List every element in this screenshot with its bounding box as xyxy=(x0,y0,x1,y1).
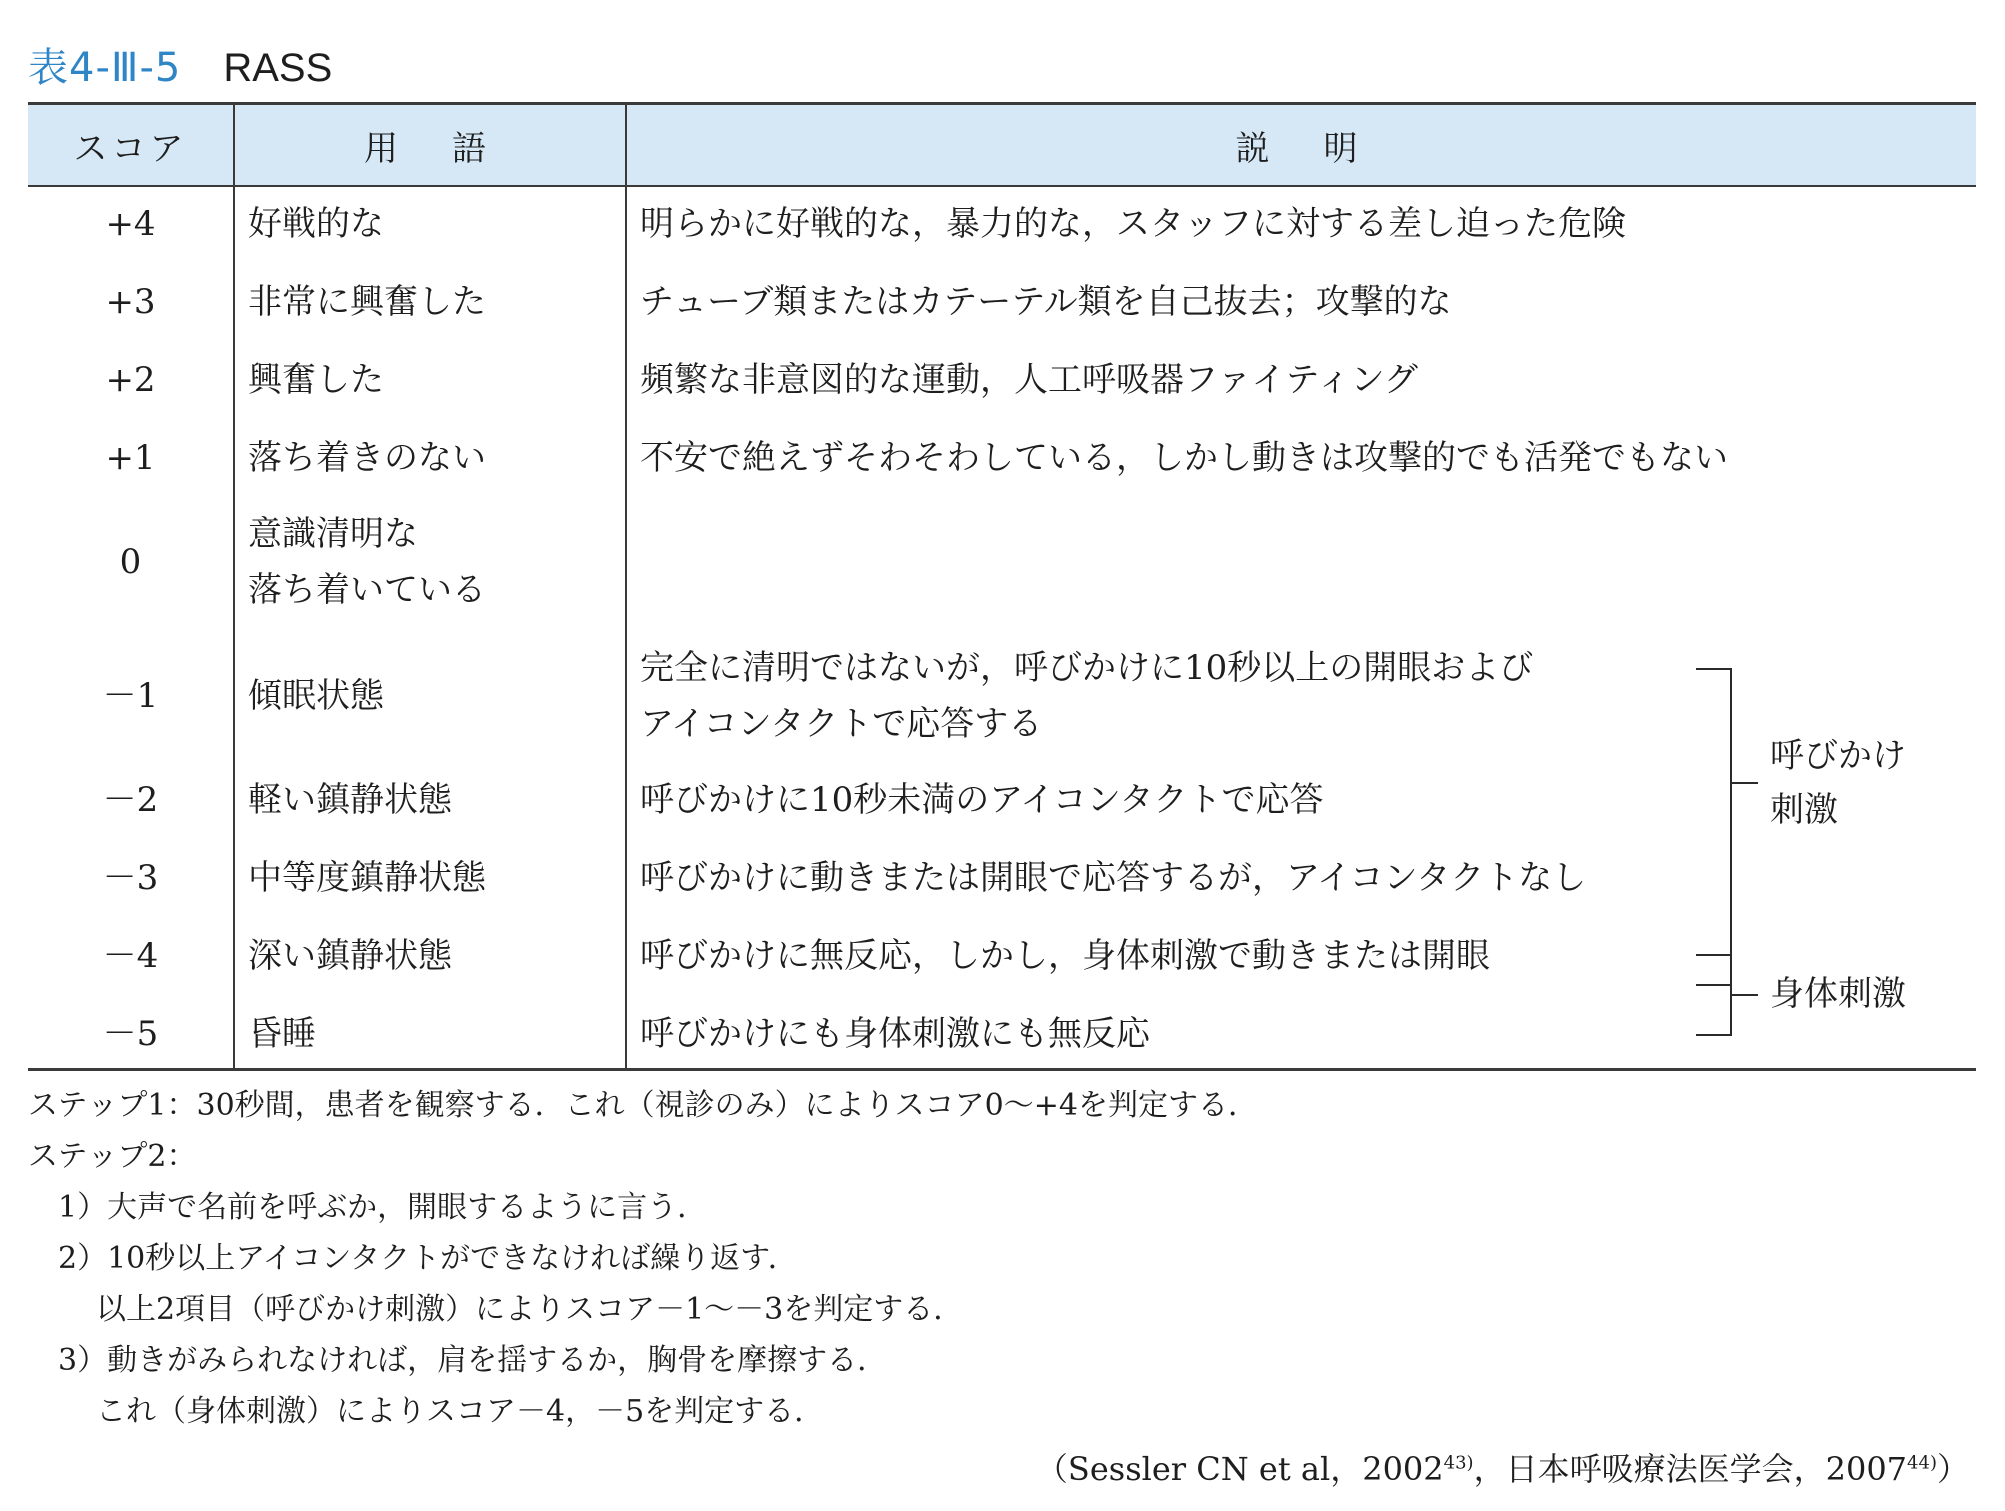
score-cell: +3 xyxy=(105,282,156,322)
note-item-1: 1）大声で名前を呼ぶか，開眼するように言う． xyxy=(58,1190,708,1225)
note-step1: ステップ1：30秒間，患者を観察する．これ（視診のみ）によりスコア0～+4を判定する． xyxy=(28,1088,1258,1123)
term-cell: 中等度鎮静状態 xyxy=(248,858,486,898)
description-cell-line1: 完全に清明ではないが，呼びかけに10秒以上の開眼および xyxy=(640,648,1534,688)
description-cell: 呼びかけにも身体刺激にも無反応 xyxy=(640,1014,1150,1054)
score-cell: +4 xyxy=(105,204,156,244)
term-cell: 落ち着きのない xyxy=(248,438,486,478)
citation-part2: ，日本呼吸療法医学会，2007 xyxy=(1473,1450,1908,1488)
header-term: 用 語 xyxy=(364,128,496,169)
call-stimulus-label-line2: 刺激 xyxy=(1770,790,1838,830)
header-description: 説 明 xyxy=(1235,128,1368,169)
citation-ref-43: 43) xyxy=(1443,1452,1474,1474)
score-cell: －1 xyxy=(102,676,159,716)
header-score: スコア xyxy=(73,128,188,169)
column-divider-score xyxy=(233,105,235,1068)
column-divider-term xyxy=(625,105,627,1068)
physical-stimulus-label: 身体刺激 xyxy=(1770,974,1906,1014)
description-cell-line2: アイコンタクトで応答する xyxy=(640,704,1043,744)
term-cell: 好戦的な xyxy=(248,204,384,244)
term-cell-line2: 落ち着いている xyxy=(248,570,486,610)
note-item-3: 3）動きがみられなければ，肩を揺するか，胸骨を摩擦する． xyxy=(58,1343,888,1378)
table-title xyxy=(28,36,332,96)
note-item-3-detail: これ（身体刺激）によりスコア－4，－5を判定する． xyxy=(96,1394,825,1429)
term-cell: 興奮した xyxy=(248,360,384,400)
term-cell: 深い鎮静状態 xyxy=(248,936,452,976)
note-step2: ステップ2： xyxy=(28,1139,197,1174)
score-cell: －2 xyxy=(102,780,159,820)
citation-part1: （Sessler CN et al，2002 xyxy=(1035,1450,1444,1488)
description-cell: 明らかに好戦的な，暴力的な，スタッフに対する差し迫った危険 xyxy=(640,204,1626,244)
description-cell: チューブ類またはカテーテル類を自己抜去；攻撃的な xyxy=(640,282,1452,322)
description-cell: 呼びかけに無反応，しかし，身体刺激で動きまたは開眼 xyxy=(640,936,1490,976)
term-cell: 昏睡 xyxy=(248,1014,316,1054)
description-cell: 不安で絶えずそわそわしている，しかし動きは攻撃的でも活発でもない xyxy=(640,438,1728,478)
table-header-rule xyxy=(28,185,1976,187)
description-cell: 呼びかけに10秒未満のアイコンタクトで応答 xyxy=(640,780,1324,820)
term-cell: 傾眠状態 xyxy=(248,676,384,716)
score-cell: －5 xyxy=(102,1014,159,1054)
description-cell: 呼びかけに動きまたは開眼で応答するが，アイコンタクトなし xyxy=(640,858,1587,898)
call-stimulus-label-line1: 呼びかけ xyxy=(1770,736,1906,776)
description-cell: 頻繁な非意図的な運動，人工呼吸器ファイティング xyxy=(640,360,1418,400)
note-item-2: 2）10秒以上アイコンタクトができなければ繰り返す． xyxy=(58,1241,798,1276)
table-title-text: RASS xyxy=(223,46,333,90)
term-cell: 軽い鎮静状態 xyxy=(248,780,452,820)
citation xyxy=(1036,1444,1969,1490)
table-number: 表4-Ⅲ-5 xyxy=(28,45,182,91)
note-item-2-detail: 以上2項目（呼びかけ刺激）によりスコア－1～－3を判定する． xyxy=(96,1292,964,1327)
table-bottom-rule xyxy=(28,1068,1976,1071)
citation-part3: ） xyxy=(1936,1450,1969,1488)
term-cell-line1: 意識清明な xyxy=(248,514,418,554)
score-cell: 0 xyxy=(119,542,142,582)
score-cell: －4 xyxy=(102,936,159,976)
score-cell: +2 xyxy=(105,360,156,400)
score-cell: +1 xyxy=(105,438,156,478)
score-cell: －3 xyxy=(102,858,159,898)
citation-ref-44: 44) xyxy=(1907,1452,1937,1474)
term-cell: 非常に興奮した xyxy=(248,282,486,322)
